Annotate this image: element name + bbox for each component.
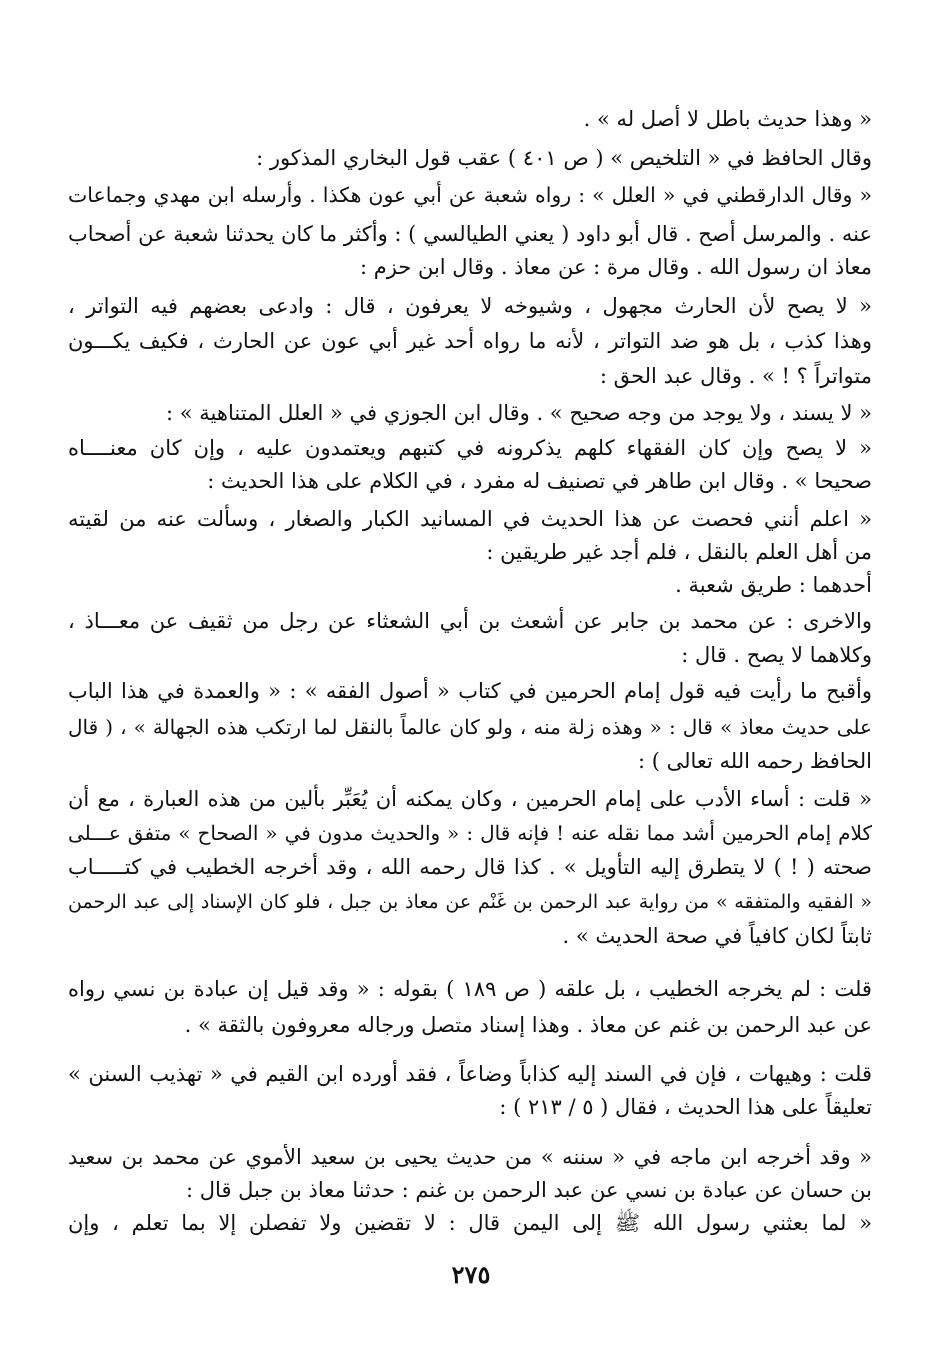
text-line-1: « وهذا حديث باطل لا أصل له » . (583, 107, 872, 131)
text-line-15: والاخرى : عن محمد بن جابر عن أشعث بن أبي الشعثاء عن رجل من ثقيف عن معـــاذ ، (68, 609, 872, 633)
text-line-9: « لا يسند ، ولا يوجد من وجه صحيح » . وقال ابن الجوزي في « العلل المتناهية » : (166, 401, 872, 425)
text-line-27: قلت : وهيهات ، فإن في السند إليه كذاباً وضاعاً ، فقد أورده ابن القيم في « تهذيب السنن » (68, 1062, 872, 1086)
text-line-25: قلت : لم يخرجه الخطيب ، بل علقه ( ص ١٨٩ ) بقوله : « وقد قيل إن عبادة بن نسي رواه (68, 977, 872, 1001)
text-line-22: صحته ( ! ) لا يتطرق إليه التأويل » . كذا قال رحمه الله ، وقد أخرجه الخطيب في كتـــــاب (68, 855, 872, 879)
text-line-2: وقال الحافظ في « التلخيص » ( ص ٤٠١ ) عقب قول البخاري المذكور : (256, 146, 872, 170)
text-line-3: « وقال الدارقطني في « العلل » : رواه شعبة عن أبي عون هكذا . وأرسله ابن مهدي وجماعات (68, 183, 872, 207)
text-line-23: « الفقيه والمتفقه » من رواية عبد الرحمن بن غَنْم عن معاذ بن جبل ، فلو كان الإسناد إلى عبد الرحمن (68, 891, 872, 913)
text-line-16: وكلاهما لا يصح . قال : (681, 643, 872, 667)
text-line-24: ثابتاً لكان كافياً في صحة الحديث » . (562, 924, 872, 948)
text-line-10: « لا يصح وإن كان الفقهاء كلهم يذكرونه في كتبهم ويعتمدون عليه ، وإن كان معنــــاه (68, 436, 872, 460)
text-line-18: على حديث معاذ » قال : « وهذه زلة منه ، ولو كان عالماً بالنقل لما ارتكب هذه الجهالة » ، ( قال (68, 715, 872, 739)
page-number: ٢٧٥ (451, 1260, 491, 1289)
text-line-13: من أهل العلم بالنقل ، فلم أجد غير طريقين : (486, 540, 872, 564)
text-line-21: كلام إمام الحرمين أشد مما نقله عنه ! فإنه قال : « والحديث مدون في « الصحاح » متفق عـــلى (68, 821, 872, 845)
text-line-6: « لا يصح لأن الحارث مجهول ، وشيوخه لا يعرفون ، قال : وادعى بعضهم فيه التواتر ، (68, 294, 872, 318)
text-line-11: صحيحا » . وقال ابن طاهر في تصنيف له مفرد ، في الكلام على هذا الحديث : (207, 469, 872, 493)
text-line-20: « قلت : أساء الأدب على إمام الحرمين ، وكان يمكنه أن يُعَبِّر بألين من هذه العبارة ، مع أن (68, 787, 872, 811)
text-line-31: « لما بعثني رسول الله ﷺ إلى اليمن قال : لا تقضين ولا تفصلن إلا بما تعلم ، وإن (68, 1211, 872, 1235)
text-line-5: معاذ ان رسول الله . وقال مرة : عن معاذ . وقال ابن حزم : (359, 255, 872, 279)
text-line-14: أحدهما : طريق شعبة . (675, 573, 872, 597)
text-line-30: بن حسان عن عبادة بن نسي عن عبد الرحمن بن غنم : حدثنا معاذ بن جبل قال : (186, 1178, 872, 1202)
text-line-29: « وقد أخرجه ابن ماجه في « سننه » من حديث يحيى بن سعيد الأموي عن محمد بن سعيد (68, 1145, 872, 1169)
text-line-26: عن عبد الرحمن بن غنم عن معاذ . وهذا إسناد متصل ورجاله معروفون بالثقة » . (184, 1013, 872, 1037)
text-line-19: الحافظ رحمه الله تعالى ) : (637, 749, 872, 773)
text-line-4: عنه . والمرسل أصح . قال أبو داود ( يعني الطيالسي ) : وأكثر ما كان يحدثنا شعبة عن أصحاب (68, 222, 872, 246)
text-line-8: متواتراً ؟ ! » . وقال عبد الحق : (599, 364, 872, 388)
text-line-12: « اعلم أنني فحصت عن هذا الحديث في المسانيد الكبار والصغار ، وسألت عنه من لقيته (68, 507, 872, 531)
text-line-17: وأقبح ما رأيت فيه قول إمام الحرمين في كتاب « أصول الفقه » : « والعمدة في هذا الباب (68, 679, 872, 703)
text-line-7: وهذا كذب ، بل هو ضد التواتر ، لأنه ما رواه أحد غير أبي عون عن الحارث ، فكيف يكـــون (68, 329, 872, 353)
text-line-28: تعليقاً على هذا الحديث ، فقال ( ٥ / ٢١٣ ) : (499, 1095, 872, 1119)
